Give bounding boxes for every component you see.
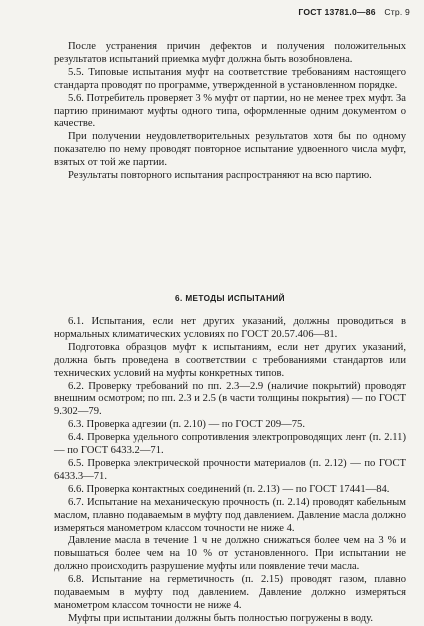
paragraph-6-3: 6.3. Проверка адгезии (п. 2.10) — по ГОСТ 209—75. (68, 419, 305, 431)
paragraph-resumption: После устранения причин дефектов и получения положительных результатов испытаний приемка муфт должна быть возобновлена. (54, 41, 406, 65)
paragraph-immersion: Муфты при испытании должны быть полностью погружены в воду. (68, 612, 374, 624)
paragraph-6-7: 6.7. Испытание на механическую прочность (п. 2.14) проводят кабельным маслом, плавно подаваемым в муфту под давлением. Давление масла должно измеряться манометром классом точности не ниже 4. (54, 496, 406, 534)
paragraph-6-4: 6.4. Проверка удельного сопротивления электропроводящих лент (п. 2.11) — по ГОСТ 6433.2—71. (54, 432, 406, 457)
paragraph-repeat-test: При получении неудовлетворительных результатов хотя бы по одному показателю по нему проводят повторное испытание удвоенного числа муфт, взятых от той же партии. (54, 131, 406, 169)
paragraph-oil-pressure: Давление масла в течение 1 ч не должно снижаться более чем на 3 % и повышаться более чем на 10 % от установленного. При испытании не должно происходить разрушение муфты или появление течи масла. (54, 535, 406, 573)
standard-number: ГОСТ 13781.0—86 (298, 7, 376, 17)
paragraph-6-2: 6.2. Проверку требований по пп. 2.3—2.9 (наличие покрытий) проводят внешним осмотром; по пп. 2.3 и 2.5 (в части толщины покрытия) — по ГОСТ 9.302—79. (54, 380, 406, 418)
paragraph-5-5: 5.5. Типовые испытания муфт на соответствие требованиям настоящего стандарта проводят по программе, утвержденной в установленном порядке. (54, 66, 406, 91)
paragraph-repeat-results: Результаты повторного испытания распространяют на всю партию. (68, 170, 372, 182)
paragraph-sample-prep: Подготовка образцов муфт к испытаниям, если нет других указаний, должна быть проведена в соответствии с требованиями стандартов или технических условий на муфты конкретных типов. (54, 341, 406, 379)
paragraph-6-6: 6.6. Проверка контактных соединений (п. 2.13) — по ГОСТ 17441—84. (68, 483, 390, 495)
page-number: Стр. 9 (384, 7, 410, 17)
paragraph-6-1: 6.1. Испытания, если нет других указаний, должны проводиться в нормальных климатических условиях по ГОСТ 20.57.406—81. (54, 316, 406, 340)
paragraph-5-6: 5.6. Потребитель проверяет 3 % муфт от партии, но не менее трех муфт. За партию принимают муфты одного типа, оформленные одним документом о качестве. (54, 92, 406, 130)
section-title: 6. МЕТОДЫ ИСПЫТАНИЙ (175, 294, 285, 303)
top-text-block (54, 41, 406, 183)
paragraph-6-8: 6.8. Испытание на герметичность (п. 2.15) проводят газом, плавно подаваемым в муфту под давлением. Давление должно измеряться манометром классом точности не ниже 4. (54, 574, 406, 611)
section-text-block (54, 316, 406, 626)
page-header (298, 7, 410, 17)
paragraph-6-5: 6.5. Проверка электрической прочности материалов (п. 2.12) — по ГОСТ 6433.3—71. (54, 457, 406, 482)
